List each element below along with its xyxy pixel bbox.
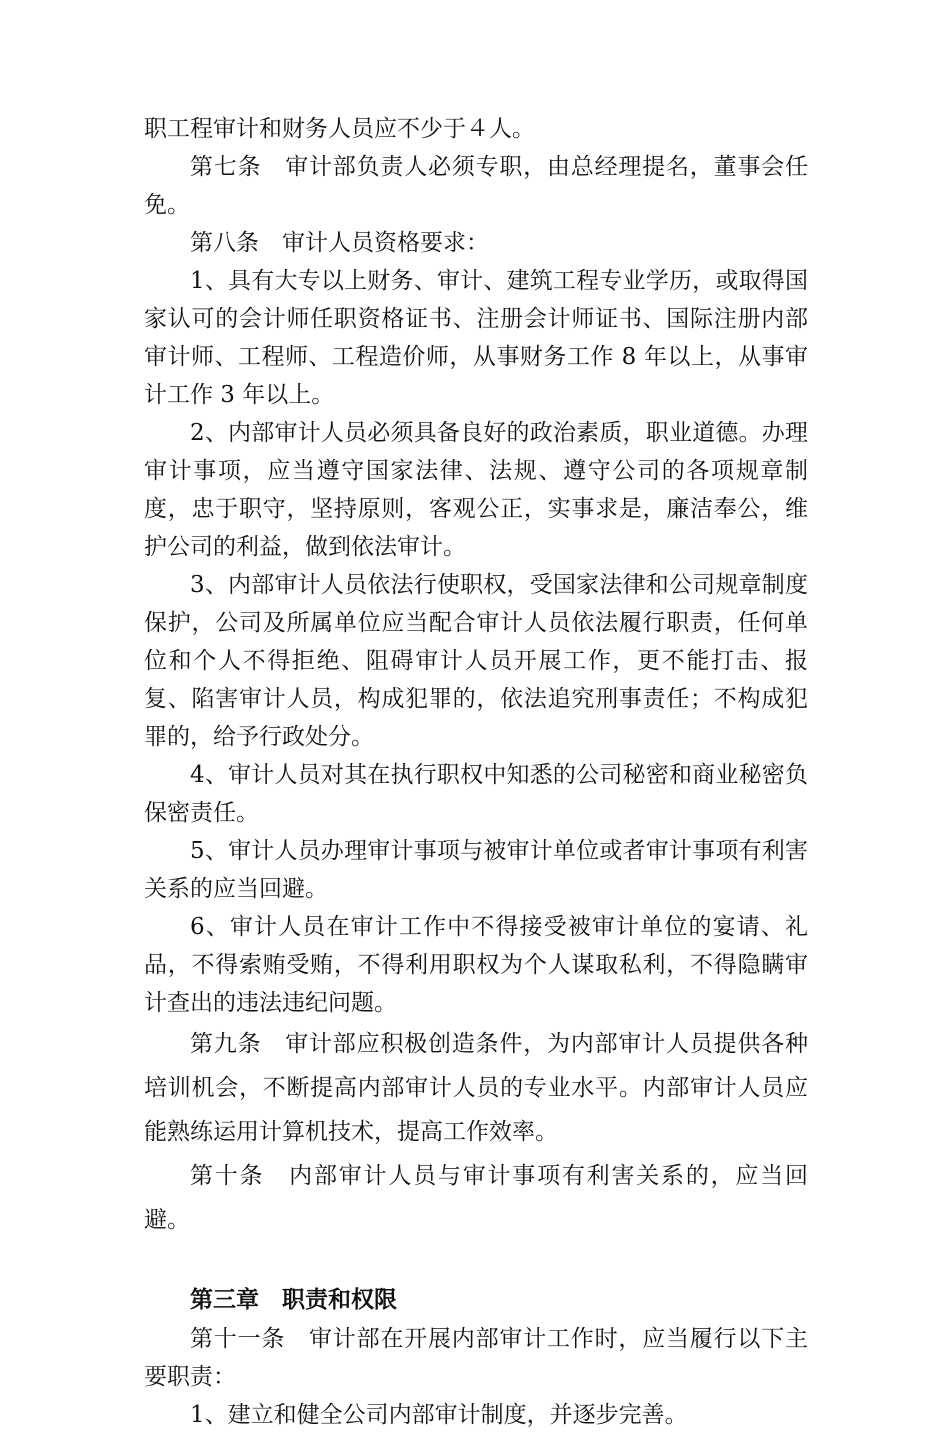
article-8-item-1: 1、具有大专以上财务、审计、建筑工程专业学历，或取得国家认可的会计师任职资格证书、注册会计师证书、国际注册内部审计师、工程师、工程造价师，从事财务工作 8 年以上，从事审计工作 3 年以上。 [144,268,808,408]
paragraph-continuation: 职工程审计和财务人员应不少于４人。 [144,116,535,142]
article-8-item-6: 6、审计人员在审计工作中不得接受被审计单位的宴请、礼品，不得索贿受贿，不得利用职权为个人谋取私利，不得隐瞒审计查出的违法违纪问题。 [144,914,808,1016]
chapter-title: 第三章 职责和权限 [190,1286,397,1313]
article-9: 第九条 审计部应积极创造条件，为内部审计人员提供各种培训机会，不断提高内部审计人员的专业水平。内部审计人员应能熟练运用计算机技术，提高工作效率。 [144,1031,808,1145]
article-8: 第八条 审计人员资格要求： [190,230,489,256]
article-8-item-4: 4、审计人员对其在执行职权中知悉的公司秘密和商业秘密负保密责任。 [144,762,808,826]
article-11: 第十一条 审计部在开展内部审计工作时，应当履行以下主要职责： [144,1326,808,1390]
article-8-item-2: 2、内部审计人员必须具备良好的政治素质，职业道德。办理审计事项，应当遵守国家法律、法规、遵守公司的各项规章制度，忠于职守，坚持原则，客观公正，实事求是，廉洁奉公，维护公司的利益，做到依法审计。 [144,420,808,560]
article-8-item-5: 5、审计人员办理审计事项与被审计单位或者审计事项有利害关系的应当回避。 [144,838,808,902]
document-body [144,110,808,1434]
article-8-item-3: 3、内部审计人员依法行使职权，受国家法律和公司规章制度保护，公司及所属单位应当配合审计人员依法履行职责，任何单位和个人不得拒绝、阻碍审计人员开展工作，更不能打击、报复、陷害审计人员，构成犯罪的，依法追究刑事责任；不构成犯罪的，给予行政处分。 [144,572,808,750]
article-11-item-1: 1、建立和健全公司内部审计制度，并逐步完善。 [190,1402,688,1428]
article-7: 第七条 审计部负责人必须专职，由总经理提名，董事会任免。 [144,154,808,218]
article-10: 第十条 内部审计人员与审计事项有利害关系的，应当回避。 [144,1163,808,1233]
